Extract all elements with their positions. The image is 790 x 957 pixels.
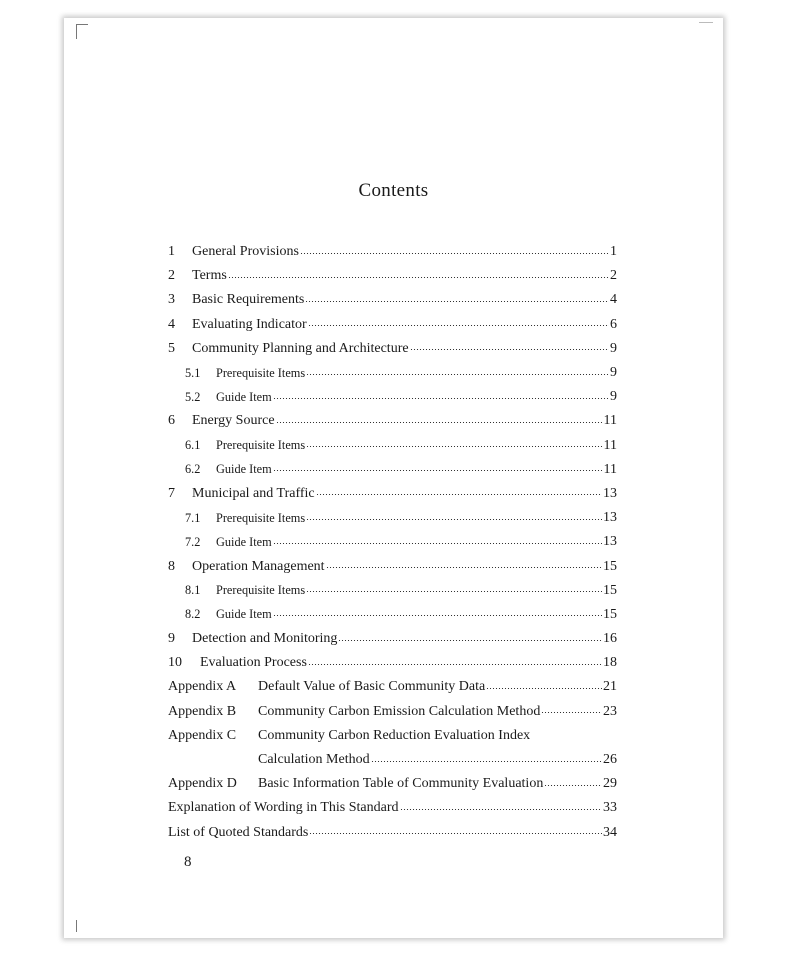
- toc-page: 16: [603, 631, 617, 647]
- toc-leader: [273, 470, 603, 471]
- toc-entry-5-1[interactable]: [168, 361, 617, 385]
- toc-page: 11: [603, 437, 617, 453]
- toc-leader: [273, 543, 602, 544]
- toc-label: Energy Source: [192, 413, 275, 429]
- toc-page: 18: [603, 655, 617, 671]
- crop-mark-top-right: [699, 22, 713, 23]
- toc-label: Prerequisite Items: [216, 583, 306, 598]
- toc-leader: [300, 253, 609, 254]
- toc-label: Basic Information Table of Community Evaluation: [258, 776, 544, 792]
- toc-entry-8[interactable]: [168, 554, 617, 578]
- toc-label: Guide Item: [216, 607, 272, 622]
- toc-page: 11: [603, 413, 617, 429]
- toc-label: Default Value of Basic Community Data: [258, 679, 486, 695]
- toc-entry-appendix-b[interactable]: [168, 700, 617, 724]
- page-title: Contents: [358, 180, 429, 201]
- crop-mark-top-left: [76, 24, 88, 39]
- toc-number: 5.2: [185, 389, 201, 404]
- toc-number: 5.1: [185, 365, 201, 380]
- toc-entry-6-2[interactable]: [168, 458, 617, 482]
- toc-page: 6: [610, 316, 617, 332]
- toc-number: Appendix C: [168, 727, 237, 743]
- toc-number: 9: [168, 631, 175, 647]
- toc-entry-6-1[interactable]: [168, 434, 617, 458]
- toc-page: 2: [610, 268, 617, 284]
- toc-label: Explanation of Wording in This Standard: [168, 800, 399, 816]
- toc-entry-4[interactable]: [168, 313, 617, 337]
- toc-label: Community Planning and Architecture: [192, 340, 409, 356]
- toc-entry-2[interactable]: [168, 264, 617, 288]
- toc-entry-8-2[interactable]: [168, 603, 617, 627]
- toc-label: List of Quoted Standards: [168, 824, 309, 840]
- toc-page: 13: [603, 510, 617, 526]
- toc-label: Prerequisite Items: [216, 438, 306, 453]
- toc-entry-appendix-a[interactable]: [168, 675, 617, 699]
- toc-leader: [306, 519, 602, 520]
- toc-label: Terms: [192, 268, 227, 284]
- toc-leader: [308, 664, 602, 665]
- toc-leader: [316, 494, 602, 495]
- toc-number: 7: [168, 485, 175, 501]
- toc-page: 4: [610, 292, 617, 308]
- toc-label: Prerequisite Items: [216, 510, 306, 525]
- toc-label: Operation Management: [192, 558, 325, 574]
- toc-number: 7.1: [185, 510, 201, 525]
- toc-number: 7.2: [185, 534, 201, 549]
- toc-entry-6[interactable]: [168, 409, 617, 433]
- toc-leader: [276, 422, 603, 423]
- toc-entry-explanation[interactable]: [168, 796, 617, 820]
- toc-page: 29: [603, 776, 617, 792]
- toc-entry-7[interactable]: [168, 482, 617, 506]
- toc-label: Evaluating Indicator: [192, 316, 307, 332]
- toc-page: 1: [610, 244, 617, 260]
- toc-number: Appendix A: [168, 679, 237, 695]
- toc-entry-1[interactable]: [168, 240, 617, 264]
- toc-leader: [306, 374, 609, 375]
- toc-number: 10: [168, 655, 182, 671]
- toc-page: 15: [603, 606, 617, 622]
- toc-page: 9: [610, 365, 617, 381]
- toc-leader: [410, 349, 609, 350]
- toc-number: 1: [168, 244, 175, 260]
- toc-label: Detection and Monitoring: [192, 631, 338, 647]
- toc-number: 8: [168, 558, 175, 574]
- toc-page: 23: [603, 703, 617, 719]
- toc-entry-appendix-c-cont[interactable]: [168, 748, 617, 772]
- toc-page: 9: [610, 389, 617, 405]
- table-of-contents: [168, 240, 617, 845]
- toc-entry-9[interactable]: [168, 627, 617, 651]
- page-number: 8: [184, 854, 192, 870]
- toc-entry-7-2[interactable]: [168, 530, 617, 554]
- toc-entry-3[interactable]: [168, 288, 617, 312]
- toc-number: 6.2: [185, 462, 201, 477]
- toc-number: 3: [168, 292, 175, 308]
- toc-leader: [400, 809, 603, 810]
- toc-number: Appendix D: [168, 776, 237, 792]
- toc-entry-8-1[interactable]: [168, 579, 617, 603]
- toc-label: General Provisions: [192, 244, 299, 260]
- toc-page: 9: [610, 340, 617, 356]
- toc-label: Guide Item: [216, 462, 272, 477]
- toc-label: Calculation Method: [258, 752, 370, 768]
- toc-label: Municipal and Traffic: [192, 485, 315, 501]
- toc-leader: [228, 277, 609, 278]
- toc-leader: [305, 301, 609, 302]
- toc-leader: [306, 591, 602, 592]
- toc-leader: [308, 325, 609, 326]
- toc-page: 13: [603, 485, 617, 501]
- toc-leader: [309, 833, 602, 834]
- toc-number: 6: [168, 413, 175, 429]
- toc-leader: [273, 398, 609, 399]
- toc-entry-quoted-standards[interactable]: [168, 821, 617, 845]
- toc-number: 8.1: [185, 583, 201, 598]
- toc-page: 21: [603, 679, 617, 695]
- toc-label: Community Carbon Emission Calculation Method: [258, 703, 541, 719]
- toc-label: Community Carbon Reduction Evaluation Index: [258, 727, 531, 743]
- crop-mark-bottom-left: [76, 920, 77, 932]
- toc-page: 11: [603, 461, 617, 477]
- toc-page: 34: [603, 824, 617, 840]
- toc-page: 15: [603, 582, 617, 598]
- toc-page: 15: [603, 558, 617, 574]
- toc-page: 33: [603, 800, 617, 816]
- toc-entry-10[interactable]: [168, 651, 617, 675]
- toc-page: 26: [603, 752, 617, 768]
- toc-leader: [486, 688, 602, 689]
- toc-number: 6.1: [185, 438, 201, 453]
- toc-leader: [544, 785, 602, 786]
- toc-entry-appendix-d[interactable]: [168, 772, 617, 796]
- toc-leader: [326, 567, 602, 568]
- toc-entry-appendix-c[interactable]: [168, 724, 617, 748]
- toc-label: Guide Item: [216, 389, 272, 404]
- toc-entry-5[interactable]: [168, 337, 617, 361]
- toc-number: 5: [168, 340, 175, 356]
- toc-page: 13: [603, 534, 617, 550]
- toc-label: Guide Item: [216, 534, 272, 549]
- toc-leader: [371, 761, 602, 762]
- toc-leader: [273, 615, 602, 616]
- toc-number: 4: [168, 316, 175, 332]
- toc-leader: [338, 640, 602, 641]
- toc-number: 8.2: [185, 607, 201, 622]
- toc-entry-7-1[interactable]: [168, 506, 617, 530]
- toc-label: Evaluation Process: [200, 655, 307, 671]
- toc-label: Prerequisite Items: [216, 365, 306, 380]
- document-page: [64, 18, 723, 938]
- toc-number: Appendix B: [168, 703, 237, 719]
- toc-label: Basic Requirements: [192, 292, 305, 308]
- toc-entry-5-2[interactable]: [168, 385, 617, 409]
- toc-leader: [541, 712, 602, 713]
- toc-number: 2: [168, 268, 175, 284]
- toc-leader: [306, 446, 602, 447]
